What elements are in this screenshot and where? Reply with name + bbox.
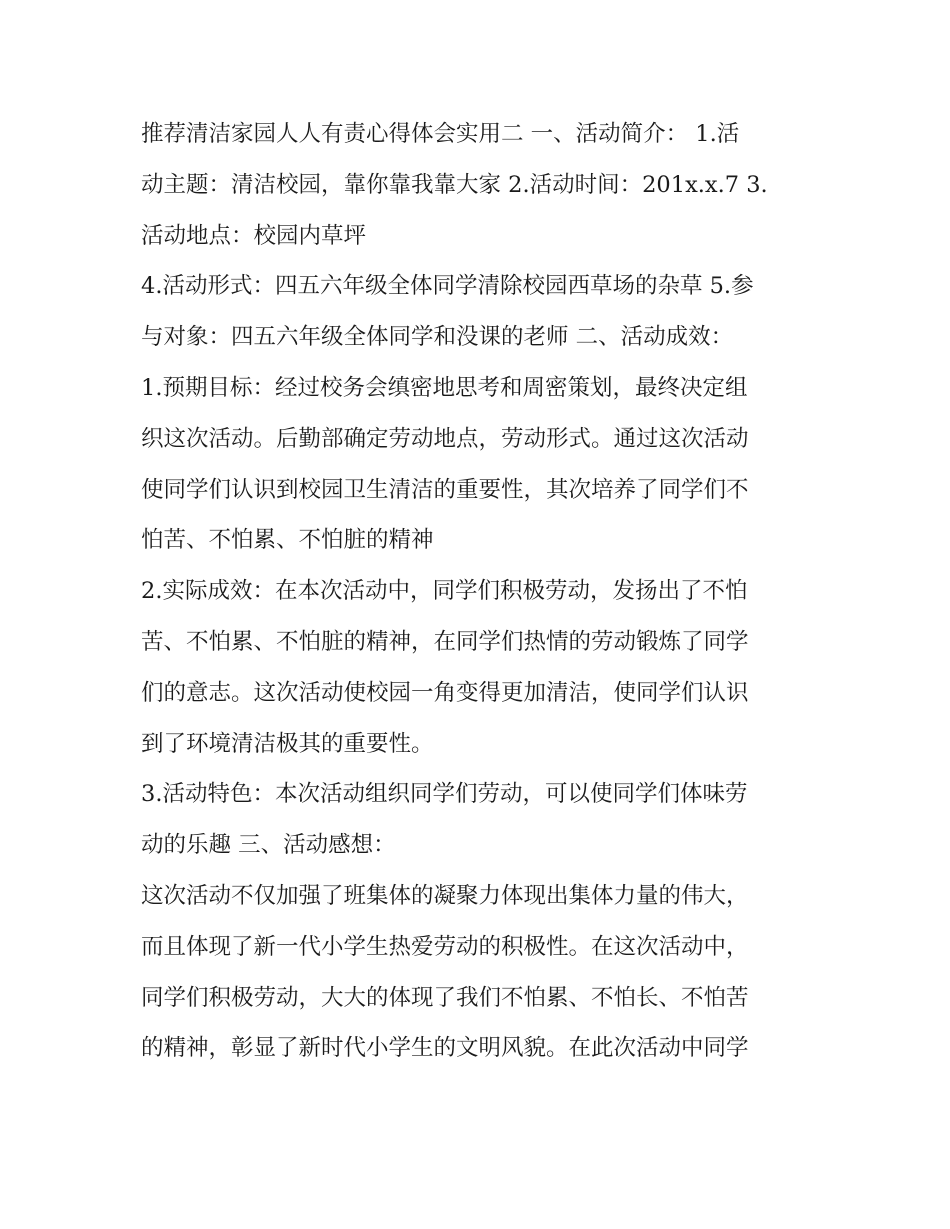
- paragraph-reflection: [141, 871, 821, 1074]
- text-line: 使同学们认识到校园卫生清洁的重要性，其次培养了同学们不: [141, 476, 749, 503]
- text-line: 怕苦、不怕累、不怕脏的精神: [141, 527, 434, 554]
- paragraph-actual-result: [141, 566, 821, 769]
- text-line: 到了环境清洁极其的重要性。: [141, 730, 434, 757]
- paragraph-intro: [141, 109, 821, 261]
- text-line: 的精神，彰显了新时代小学生的文明风貌。在此次活动中同学: [141, 1035, 749, 1062]
- text-line: 3.活动特色：本次活动组织同学们劳动，可以使同学们体味劳: [141, 781, 748, 808]
- text-line: 推荐清洁家园人人有责心得体会实用二 一、活动简介： 1.活: [141, 121, 740, 147]
- text-line: 动的乐趣 三、活动感想：: [141, 832, 396, 859]
- text-line: 苦、不怕累、不怕脏的精神，在同学们热情的劳动锻炼了同学: [141, 628, 749, 655]
- text-line: 这次活动不仅加强了班集体的凝聚力体现出集体力量的伟大，: [141, 882, 749, 909]
- text-line: 织这次活动。后勤部确定劳动地点，劳动形式。通过这次活动: [141, 425, 749, 452]
- text-line: 动主题：清洁校园，靠你靠我靠大家 2.活动时间：201x.x.7 3.: [141, 171, 768, 198]
- text-line: 们的意志。这次活动使校园一角变得更加清洁，使同学们认识: [141, 679, 749, 706]
- document-body: [141, 109, 821, 1074]
- paragraph-activity-form: [141, 261, 821, 363]
- text-line: 与对象：四五六年级全体同学和没课的老师 二、活动成效：: [141, 324, 734, 351]
- text-line: 活动地点：校园内草坪: [141, 222, 367, 249]
- paragraph-activity-feature: [141, 769, 821, 871]
- paragraph-expected-goal: [141, 363, 821, 566]
- text-line: 同学们积极劳动，大大的体现了我们不怕累、不怕长、不怕苦: [141, 984, 749, 1011]
- text-line: 而且体现了新一代小学生热爱劳动的积极性。在这次活动中，: [141, 933, 749, 960]
- text-line: 2.实际成效：在本次活动中，同学们积极劳动，发扬出了不怕: [141, 578, 748, 605]
- text-line: 1.预期目标：经过校务会缜密地思考和周密策划，最终决定组: [141, 374, 748, 401]
- text-line: 4.活动形式：四五六年级全体同学清除校园西草场的杂草 5.参: [141, 273, 754, 300]
